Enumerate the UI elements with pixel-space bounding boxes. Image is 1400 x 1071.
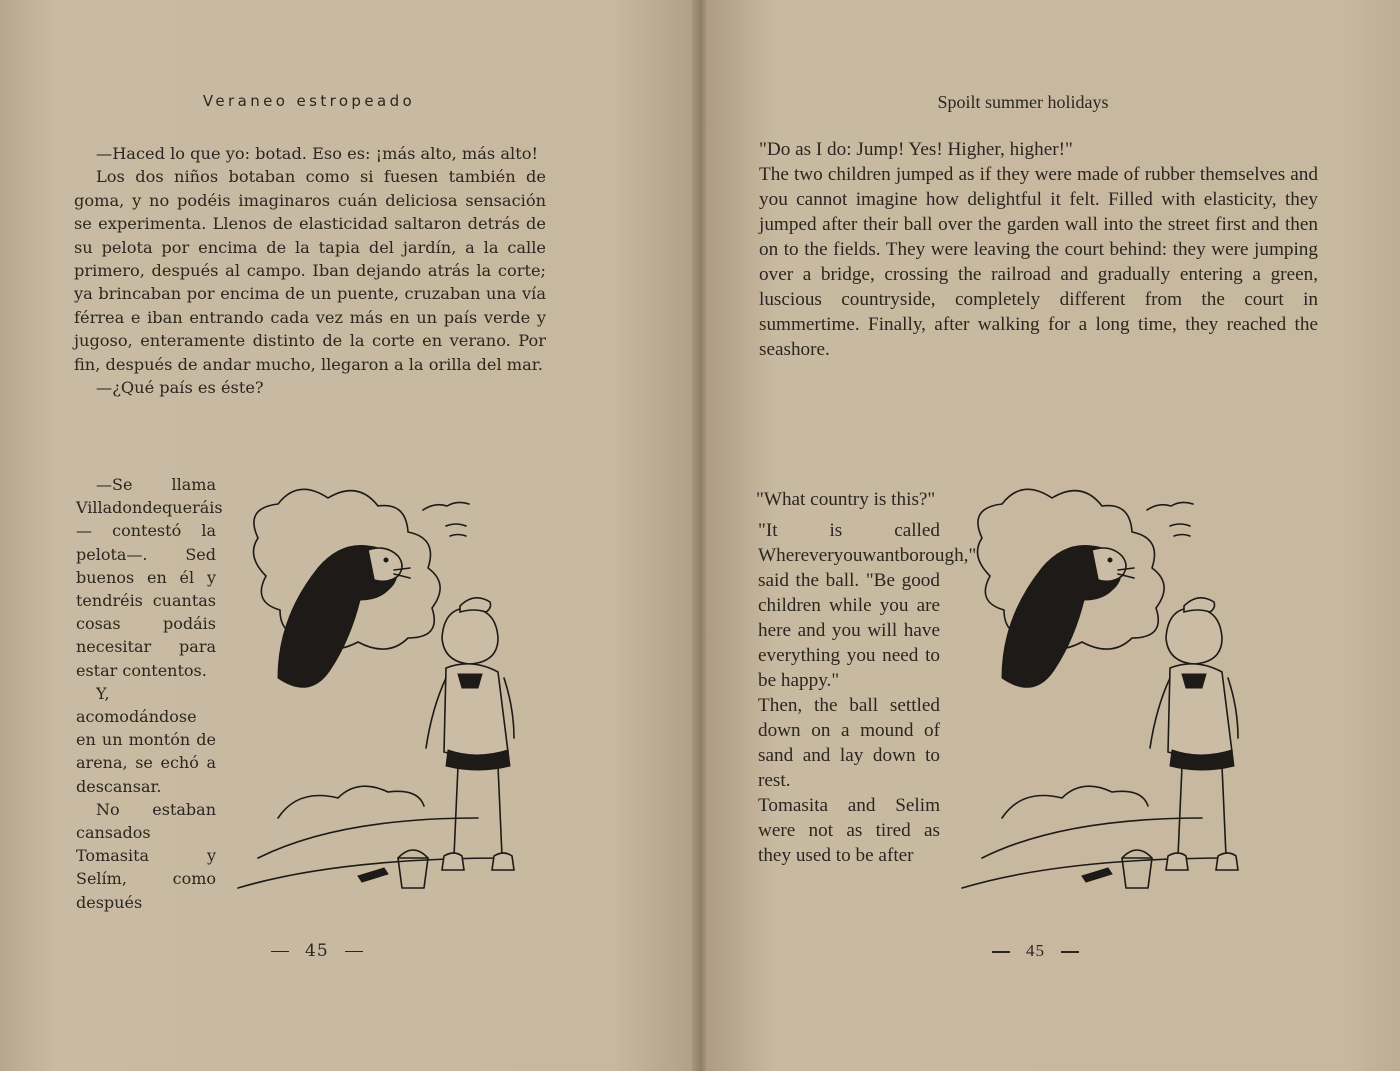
english-body-text — [759, 137, 1318, 362]
right-page — [706, 0, 1400, 1071]
english-paragraph: Tomasita and Selim were not as tired as they used to be after — [758, 795, 940, 866]
page-number-text: 45 — [1026, 941, 1045, 960]
english-question: "What country is this?" — [756, 489, 936, 510]
page-number-right — [976, 941, 1095, 961]
spanish-paragraph: —Haced lo que yo: botad. Eso es: ¡más alto, más alto! — [96, 144, 538, 163]
left-page — [0, 0, 698, 1071]
spanish-narrow-column — [76, 473, 223, 914]
spanish-paragraph: —Se llama Villadondequeráis — contestó la pelota—. Sed buenos en él y tendréis cuantas cosas podáis necesitar para estar contentos. — [76, 475, 223, 680]
spanish-paragraph: Los dos niños botaban como si fuesen también de goma, y no podéis imaginaros cuán deliciosa sensación se experimenta. Llenos de elasticidad saltaron detrás de su pelota por encima de la tapia del jardín, a la calle primero, después al campo. Iban dejando atrás la corte; ya brincaban por encima de un puente, cruzaban una vía férrea e iban entrando cada vez más en un país verde y jugoso, enteramente distinto de la corte en verano. Por fin, después de andar mucho, llegaron a la orilla del mar. — [74, 167, 546, 374]
english-paragraph: Then, the ball settled down on a mound of sand and lay down to rest. — [758, 695, 940, 791]
spanish-paragraph: No estaban cansados Tomasita y Selím, como después — [76, 799, 216, 912]
page-number-text: 45 — [305, 941, 329, 961]
english-paragraph: "Do as I do: Jump! Yes! Higher, higher!" — [759, 139, 1073, 160]
english-paragraph: The two children jumped as if they were made of rubber themselves and you cannot imagine how delightful it felt. Filled with elasticity, they jumped after their ball over the garden wall into the street first and then on to the fields. They were leaving the court behind: they were jumping over a bridge, crossing the railroad and gradually entering a green, luscious countryside, completely different from the court in summertime. Finally, after walking for a long time, they reached the seashore. — [759, 164, 1318, 360]
seal-and-sailor-boy-icon — [218, 478, 518, 918]
page-number-left — [255, 941, 379, 961]
english-paragraph: "It is called Whereveryouwantborough," said the ball. "Be good children while you are here and you will have everything you need to be happy." — [758, 520, 977, 691]
spanish-body-text — [74, 142, 546, 399]
seal-and-sailor-boy-icon — [942, 478, 1242, 918]
spanish-paragraph: —¿Qué país es éste? — [96, 378, 264, 398]
running-head-spanish: Veraneo estropeado — [202, 92, 416, 110]
english-narrow-column — [758, 518, 977, 868]
spanish-paragraph: Y, acomodándose en un montón de arena, se echó a descansar. — [76, 683, 216, 796]
running-head-english: Spoilt summer holidays — [937, 92, 1109, 112]
